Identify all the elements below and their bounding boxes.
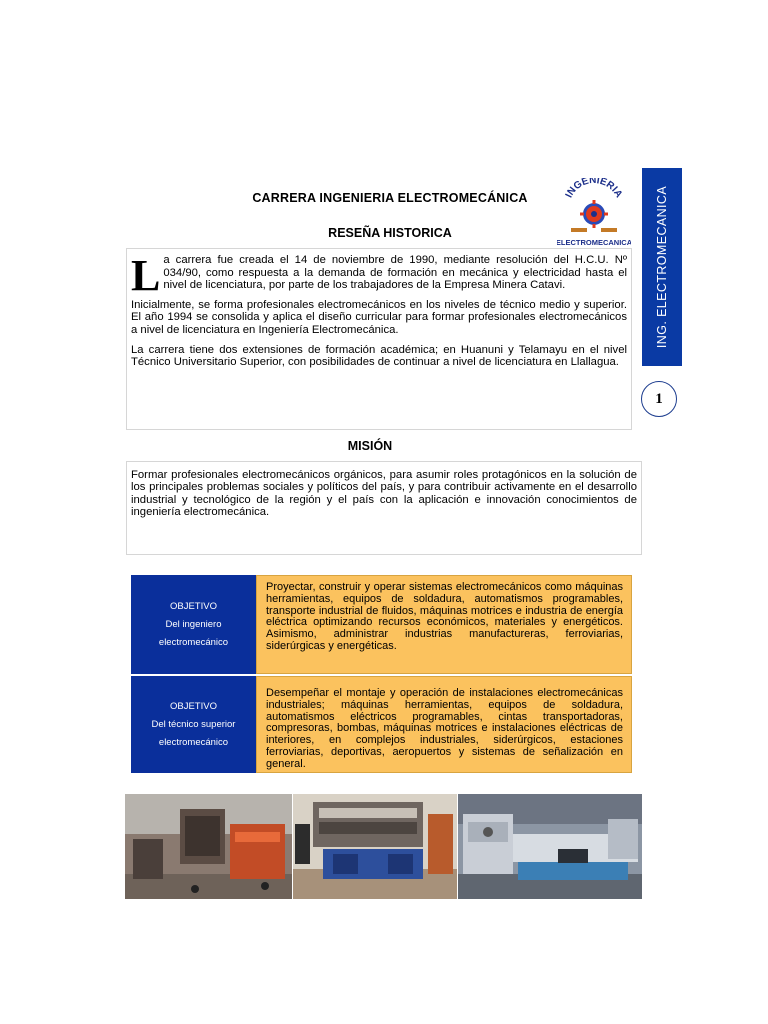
engineering-logo <box>557 178 631 248</box>
logo-top-text: INGENIERIA <box>563 178 625 200</box>
dropcap-letter: L <box>131 251 161 300</box>
section-title-history: RESEÑA HISTORICA <box>328 226 452 240</box>
side-tab-label: ING. ELECTROMECANICA <box>655 185 669 349</box>
page-number: 1 <box>641 381 677 417</box>
photo-welding-equipment <box>125 794 292 899</box>
photo-lathe-machine <box>458 794 642 899</box>
objective-label-technician: OBJETIVO Del técnico superior electromecánico <box>131 676 256 773</box>
side-tab <box>642 168 682 366</box>
history-paragraph-2: Inicialmente, se forma profesionales electromecánicos en los niveles de técnico medio y superior. El año 1994 se consolida y aplica el diseño curricular para formar profesionales electromecánicos a nivel de licenciatura en Ingeniería Electromecánica. <box>131 298 627 336</box>
page-title: CARRERA INGENIERIA ELECTROMECÁNICA <box>252 191 528 205</box>
history-box <box>126 248 632 430</box>
mision-box <box>126 461 642 555</box>
history-paragraph-1: La carrera fue creada el 14 de noviembre de 1990, mediante resolución del H.C.U. Nº 034/90, como respuesta a la demanda de formación en mecánica y electricidad hasta el nivel de licenciatura, por parte de los trabajadores de la Empresa Minera Catavi. <box>131 251 627 300</box>
history-paragraph-3: La carrera tiene dos extensiones de formación académica; en Huanuni y Telamayu en el nivel Técnico Universitario Superior, con posibilidades de continuar a nivel de licenciatura en Llallagua. <box>131 343 627 369</box>
logo-bottom-text: ELECTROMECANICA <box>557 238 631 247</box>
section-title-mision: MISIÓN <box>347 439 393 453</box>
objective-text-technician: Desempeñar el montaje y operación de instalaciones electromecánicas industriales; máquinas herramientas, equipos de soldadura, automatismos eléctricos programables, cintas transportadoras, compresoras, bombas, máquinas motrices e instalaciones eléctricas de interiores, en complejos industriales, siderúrgicos, estaciones ferroviarias, deportivas, aeropuertos y sistemas de señalización en general. <box>256 676 632 773</box>
objective-text-engineer: Proyectar, construir y operar sistemas electromecánicos como máquinas herramientas, equipos de soldadura, automatismos programables, transporte industrial de fluidos, máquinas motrices e industria de energía eléctrica optimizando recursos económicos, materiales y energéticos. Asimismo, administrar industrias manufactureras, ferroviarias, siderúrgicas y energéticas. <box>256 575 632 674</box>
objective-label-engineer: OBJETIVO Del ingeniero electromecánico <box>131 575 256 674</box>
photo-electrical-workbench <box>293 794 457 899</box>
mision-text: Formar profesionales electromecánicos orgánicos, para asumir roles protagónicos en la solución de los principales problemas sociales y políticos del país, y para contribuir activamente en el desarrollo industrial y tecnológico de la región y el país con la aplicación e innovación conocimientos de ingeniería electromecánica. <box>131 469 637 518</box>
